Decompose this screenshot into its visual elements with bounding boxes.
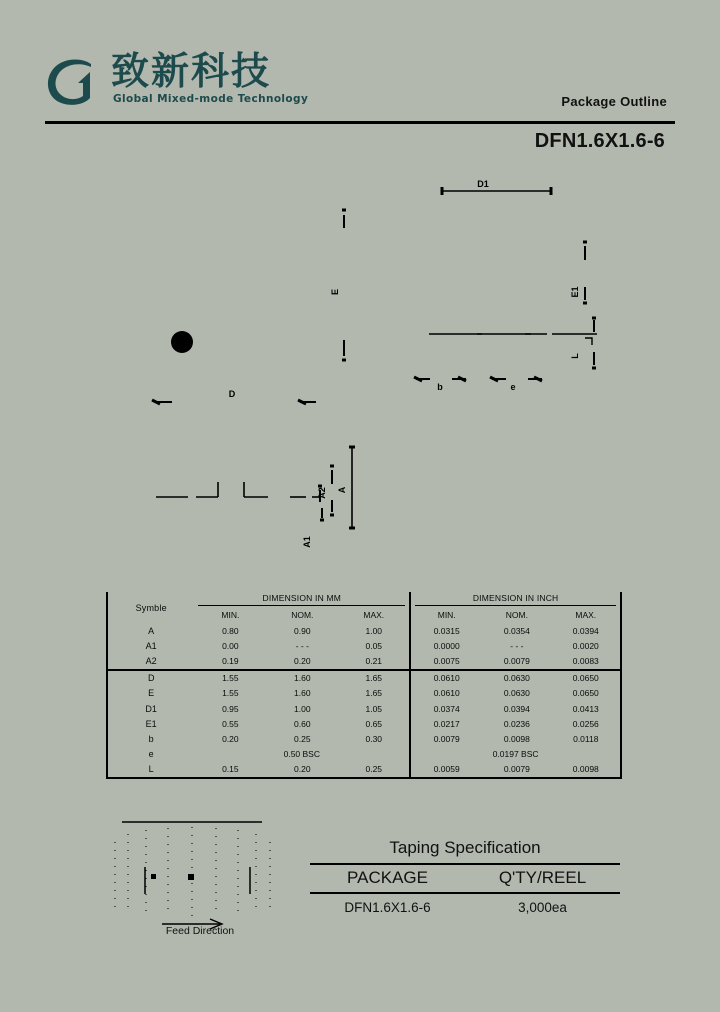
dimension-table-body bbox=[107, 623, 621, 778]
cell-inch-max: 0.0394 bbox=[552, 623, 621, 638]
header-divider bbox=[45, 121, 675, 124]
cell-mm-max: 0.25 bbox=[338, 762, 410, 778]
cell-mm-nom: 0.90 bbox=[294, 625, 311, 636]
stylized-g-logo-icon bbox=[45, 58, 103, 110]
cell-mm-nom: 1.60 bbox=[266, 670, 338, 686]
table-subheader-mm-max: MAX. bbox=[363, 610, 385, 620]
cell-mm-min: 0.20 bbox=[222, 733, 239, 744]
dim-label-l: L bbox=[570, 353, 580, 359]
cell-mm-min: 1.55 bbox=[194, 670, 266, 686]
taping-header-qty: Q'TY/REEL bbox=[465, 864, 620, 893]
cell-symbol: E bbox=[107, 686, 194, 701]
cell-mm-min: 0.55 bbox=[222, 718, 239, 729]
cell-inch-min: 0.0075 bbox=[410, 653, 482, 669]
cell-mm-nom: 1.60 bbox=[294, 688, 311, 699]
cell-mm-max: 0.65 bbox=[365, 718, 383, 729]
dim-label-e1: E1 bbox=[570, 286, 580, 298]
table-subheader-mm-nom: NOM. bbox=[291, 610, 314, 620]
taping-cell-package: DFN1.6X1.6-6 bbox=[344, 900, 431, 915]
taping-header-package: PACKAGE bbox=[310, 864, 465, 893]
cell-inch-nom: 0.0630 bbox=[482, 670, 551, 686]
dim-label-pitch-e: e bbox=[510, 382, 516, 392]
table-row bbox=[107, 623, 621, 638]
table-subheader-inch-max: MAX. bbox=[552, 607, 621, 623]
table-row bbox=[107, 731, 621, 746]
taping-row bbox=[310, 893, 620, 919]
cell-inch-nom: 0.0236 bbox=[503, 718, 530, 729]
cell-inch-max: 0.0413 bbox=[552, 701, 621, 716]
cell-inch-nom: 0.0394 bbox=[503, 703, 530, 714]
table-row bbox=[107, 716, 621, 731]
cell-inch-min: 0.0610 bbox=[410, 670, 482, 686]
cell-inch-min: 0.0000 bbox=[410, 638, 482, 653]
package-outline-drawing bbox=[0, 160, 720, 580]
cell-inch-min: 0.0374 bbox=[410, 701, 482, 716]
cell-mm-bsc: 0.50 BSC bbox=[283, 749, 320, 760]
cell-mm-nom: 0.25 bbox=[294, 733, 311, 744]
cell-inch-min: 0.0610 bbox=[410, 686, 482, 701]
cell-inch-bsc: 0.0197 BSC bbox=[410, 747, 621, 762]
cell-inch-nom: 0.0098 bbox=[503, 733, 530, 744]
cell-mm-max: 0.30 bbox=[365, 733, 383, 744]
dimension-table bbox=[106, 592, 622, 779]
table-row bbox=[107, 653, 621, 669]
dim-label-a2: A2 bbox=[317, 487, 327, 499]
cell-mm-max: 1.00 bbox=[365, 625, 383, 636]
dim-label-a: A bbox=[337, 486, 347, 494]
cell-mm-max: 0.21 bbox=[365, 655, 383, 666]
cell-mm-max: 1.65 bbox=[365, 688, 383, 699]
cell-inch-max: 0.0650 bbox=[552, 670, 621, 686]
table-header-symbol: Symble bbox=[107, 592, 194, 623]
table-header-group-mm: DIMENSION IN MM bbox=[194, 592, 410, 607]
cell-mm-min: 0.15 bbox=[194, 762, 266, 778]
cell-mm-max: 1.65 bbox=[338, 670, 410, 686]
cell-symbol: E1 bbox=[107, 716, 194, 731]
cell-symbol: A bbox=[107, 623, 194, 638]
cell-inch-min: 0.0315 bbox=[410, 623, 482, 638]
cell-inch-max: 0.0118 bbox=[552, 731, 621, 746]
company-logo bbox=[45, 49, 309, 110]
dim-label-b: b bbox=[437, 382, 443, 392]
feed-direction-label: Feed Direction bbox=[165, 925, 235, 937]
taping-table-body bbox=[310, 893, 620, 919]
table-subheader-mm-min: MIN. bbox=[221, 610, 240, 620]
cell-inch-nom: 0.0079 bbox=[482, 762, 551, 778]
cell-symbol: e bbox=[107, 747, 194, 762]
cell-inch-min: 0.0217 bbox=[410, 716, 482, 731]
cell-mm-min: 0.95 bbox=[222, 703, 239, 714]
cell-inch-nom: 0.0354 bbox=[503, 625, 530, 636]
table-subheader-inch-nom: NOM. bbox=[505, 610, 528, 620]
taping-cell-qty: 3,000ea bbox=[518, 900, 567, 915]
cell-symbol: D1 bbox=[107, 701, 194, 716]
table-row bbox=[107, 638, 621, 653]
taping-title: Taping Specification bbox=[389, 838, 541, 857]
cell-mm-min: 1.55 bbox=[222, 688, 239, 699]
table-row bbox=[107, 686, 621, 701]
cell-mm-nom: 0.20 bbox=[294, 655, 311, 666]
table-subheader-inch-min: MIN. bbox=[410, 607, 482, 623]
cell-mm-max: 1.05 bbox=[365, 703, 383, 714]
cell-inch-nom: - - - bbox=[510, 640, 524, 651]
table-row bbox=[107, 670, 621, 686]
cell-inch-max: 0.0256 bbox=[552, 716, 621, 731]
cell-mm-min: 0.00 bbox=[222, 640, 239, 651]
table-row bbox=[107, 747, 621, 762]
logo-chinese-name: 致新科技 bbox=[111, 49, 272, 93]
logo-english-tagline: Global Mixed-mode Technology bbox=[113, 92, 309, 105]
cell-mm-min: 0.80 bbox=[222, 625, 239, 636]
cell-mm-nom: - - - bbox=[295, 640, 309, 651]
cell-inch-max: 0.0020 bbox=[552, 638, 621, 653]
tape-carrier-drawing bbox=[110, 812, 290, 942]
cell-inch-max: 0.0650 bbox=[552, 686, 621, 701]
dim-label-d1: D1 bbox=[477, 179, 489, 189]
cell-mm-nom: 0.20 bbox=[266, 762, 338, 778]
cell-inch-max: 0.0098 bbox=[552, 762, 621, 778]
pin-one-marker bbox=[171, 331, 193, 353]
table-row bbox=[107, 762, 621, 778]
cell-inch-nom: 0.0079 bbox=[503, 655, 530, 666]
cell-inch-max: 0.0083 bbox=[552, 653, 621, 669]
cell-symbol: b bbox=[107, 731, 194, 746]
page-title: DFN1.6X1.6-6 bbox=[534, 130, 665, 152]
section-label: Package Outline bbox=[561, 94, 667, 109]
cell-mm-nom: 1.00 bbox=[294, 703, 311, 714]
cell-inch-min: 0.0059 bbox=[410, 762, 482, 778]
cell-mm-max: 0.05 bbox=[365, 640, 383, 651]
cell-inch-min: 0.0079 bbox=[410, 731, 482, 746]
cell-symbol: A1 bbox=[107, 638, 194, 653]
dim-label-a1: A1 bbox=[302, 536, 312, 548]
dim-label-d: D bbox=[228, 389, 236, 399]
cell-symbol: D bbox=[107, 670, 194, 686]
cell-inch-nom: 0.0630 bbox=[503, 688, 530, 699]
cell-symbol: A2 bbox=[107, 653, 194, 669]
table-header-group-inch: DIMENSION IN INCH bbox=[410, 592, 621, 607]
taping-specification bbox=[310, 838, 620, 919]
cell-mm-nom: 0.60 bbox=[294, 718, 311, 729]
table-row bbox=[107, 701, 621, 716]
cell-mm-min: 0.19 bbox=[222, 655, 239, 666]
page-header bbox=[45, 49, 675, 124]
dim-label-e: E bbox=[330, 288, 340, 296]
cell-symbol: L bbox=[107, 762, 194, 778]
